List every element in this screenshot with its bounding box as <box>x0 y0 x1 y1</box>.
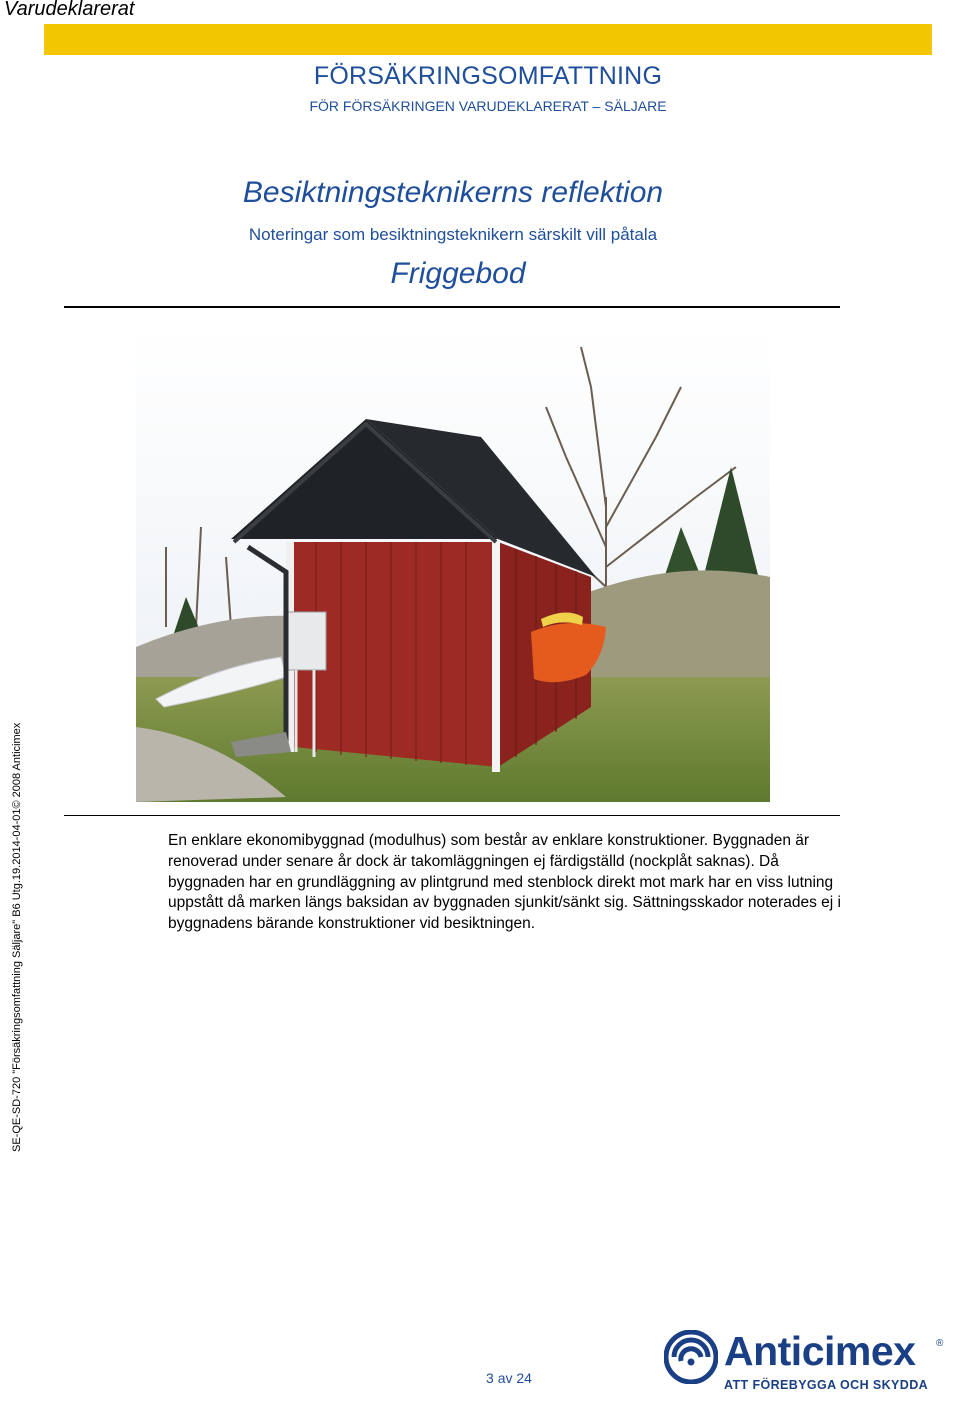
page-number: 3 av 24 <box>486 1370 532 1386</box>
header-bar <box>44 24 932 55</box>
anticimex-logo-icon <box>664 1330 718 1384</box>
logo-wordmark: Anticimex <box>724 1328 916 1374</box>
logo-registered-mark: ® <box>936 1338 944 1349</box>
section-title: Besiktningsteknikerns reflektion <box>242 176 664 209</box>
logo-tagline: ATT FÖREBYGGA OCH SKYDDA <box>724 1378 929 1392</box>
description-paragraph: En enklare ekonomibyggnad (modulhus) som består av enklare konstruktioner. Byggnaden är renoverad under senare år dock är takomläggningen ej färdigställd (nockplåt saknas). Då byggnaden har en grundläggning av plintgrund med stenblock direkt mot mark har en viss lutning uppstått då marken längs baksidan av byggnaden sjunkit/sänkt sig. Sättningsskador noterades ej i byggnadens bärande konstruktioner vid besiktningen. <box>168 832 841 933</box>
object-name: Friggebod <box>390 257 526 290</box>
divider-top <box>64 306 840 308</box>
section-subtitle: Noteringar som besiktningsteknikern särskilt vill påtala <box>248 225 658 244</box>
anticimex-logo <box>664 1328 950 1396</box>
description-text <box>168 831 848 935</box>
document-header-label: Varudeklarerat <box>4 0 135 20</box>
document-title: FÖRSÄKRINGSOMFATTNING <box>313 62 663 90</box>
document-reference: SE-QE-SD-720 "Försäkringsomfattning Säljare" B6 Utg.19.2014-04-01© 2008 Anticimex <box>11 722 23 1152</box>
shed-photo <box>136 327 770 802</box>
document-subtitle: FÖR FÖRSÄKRINGEN VARUDEKLARERAT – SÄLJARE <box>309 98 667 114</box>
divider-bottom <box>64 815 840 816</box>
